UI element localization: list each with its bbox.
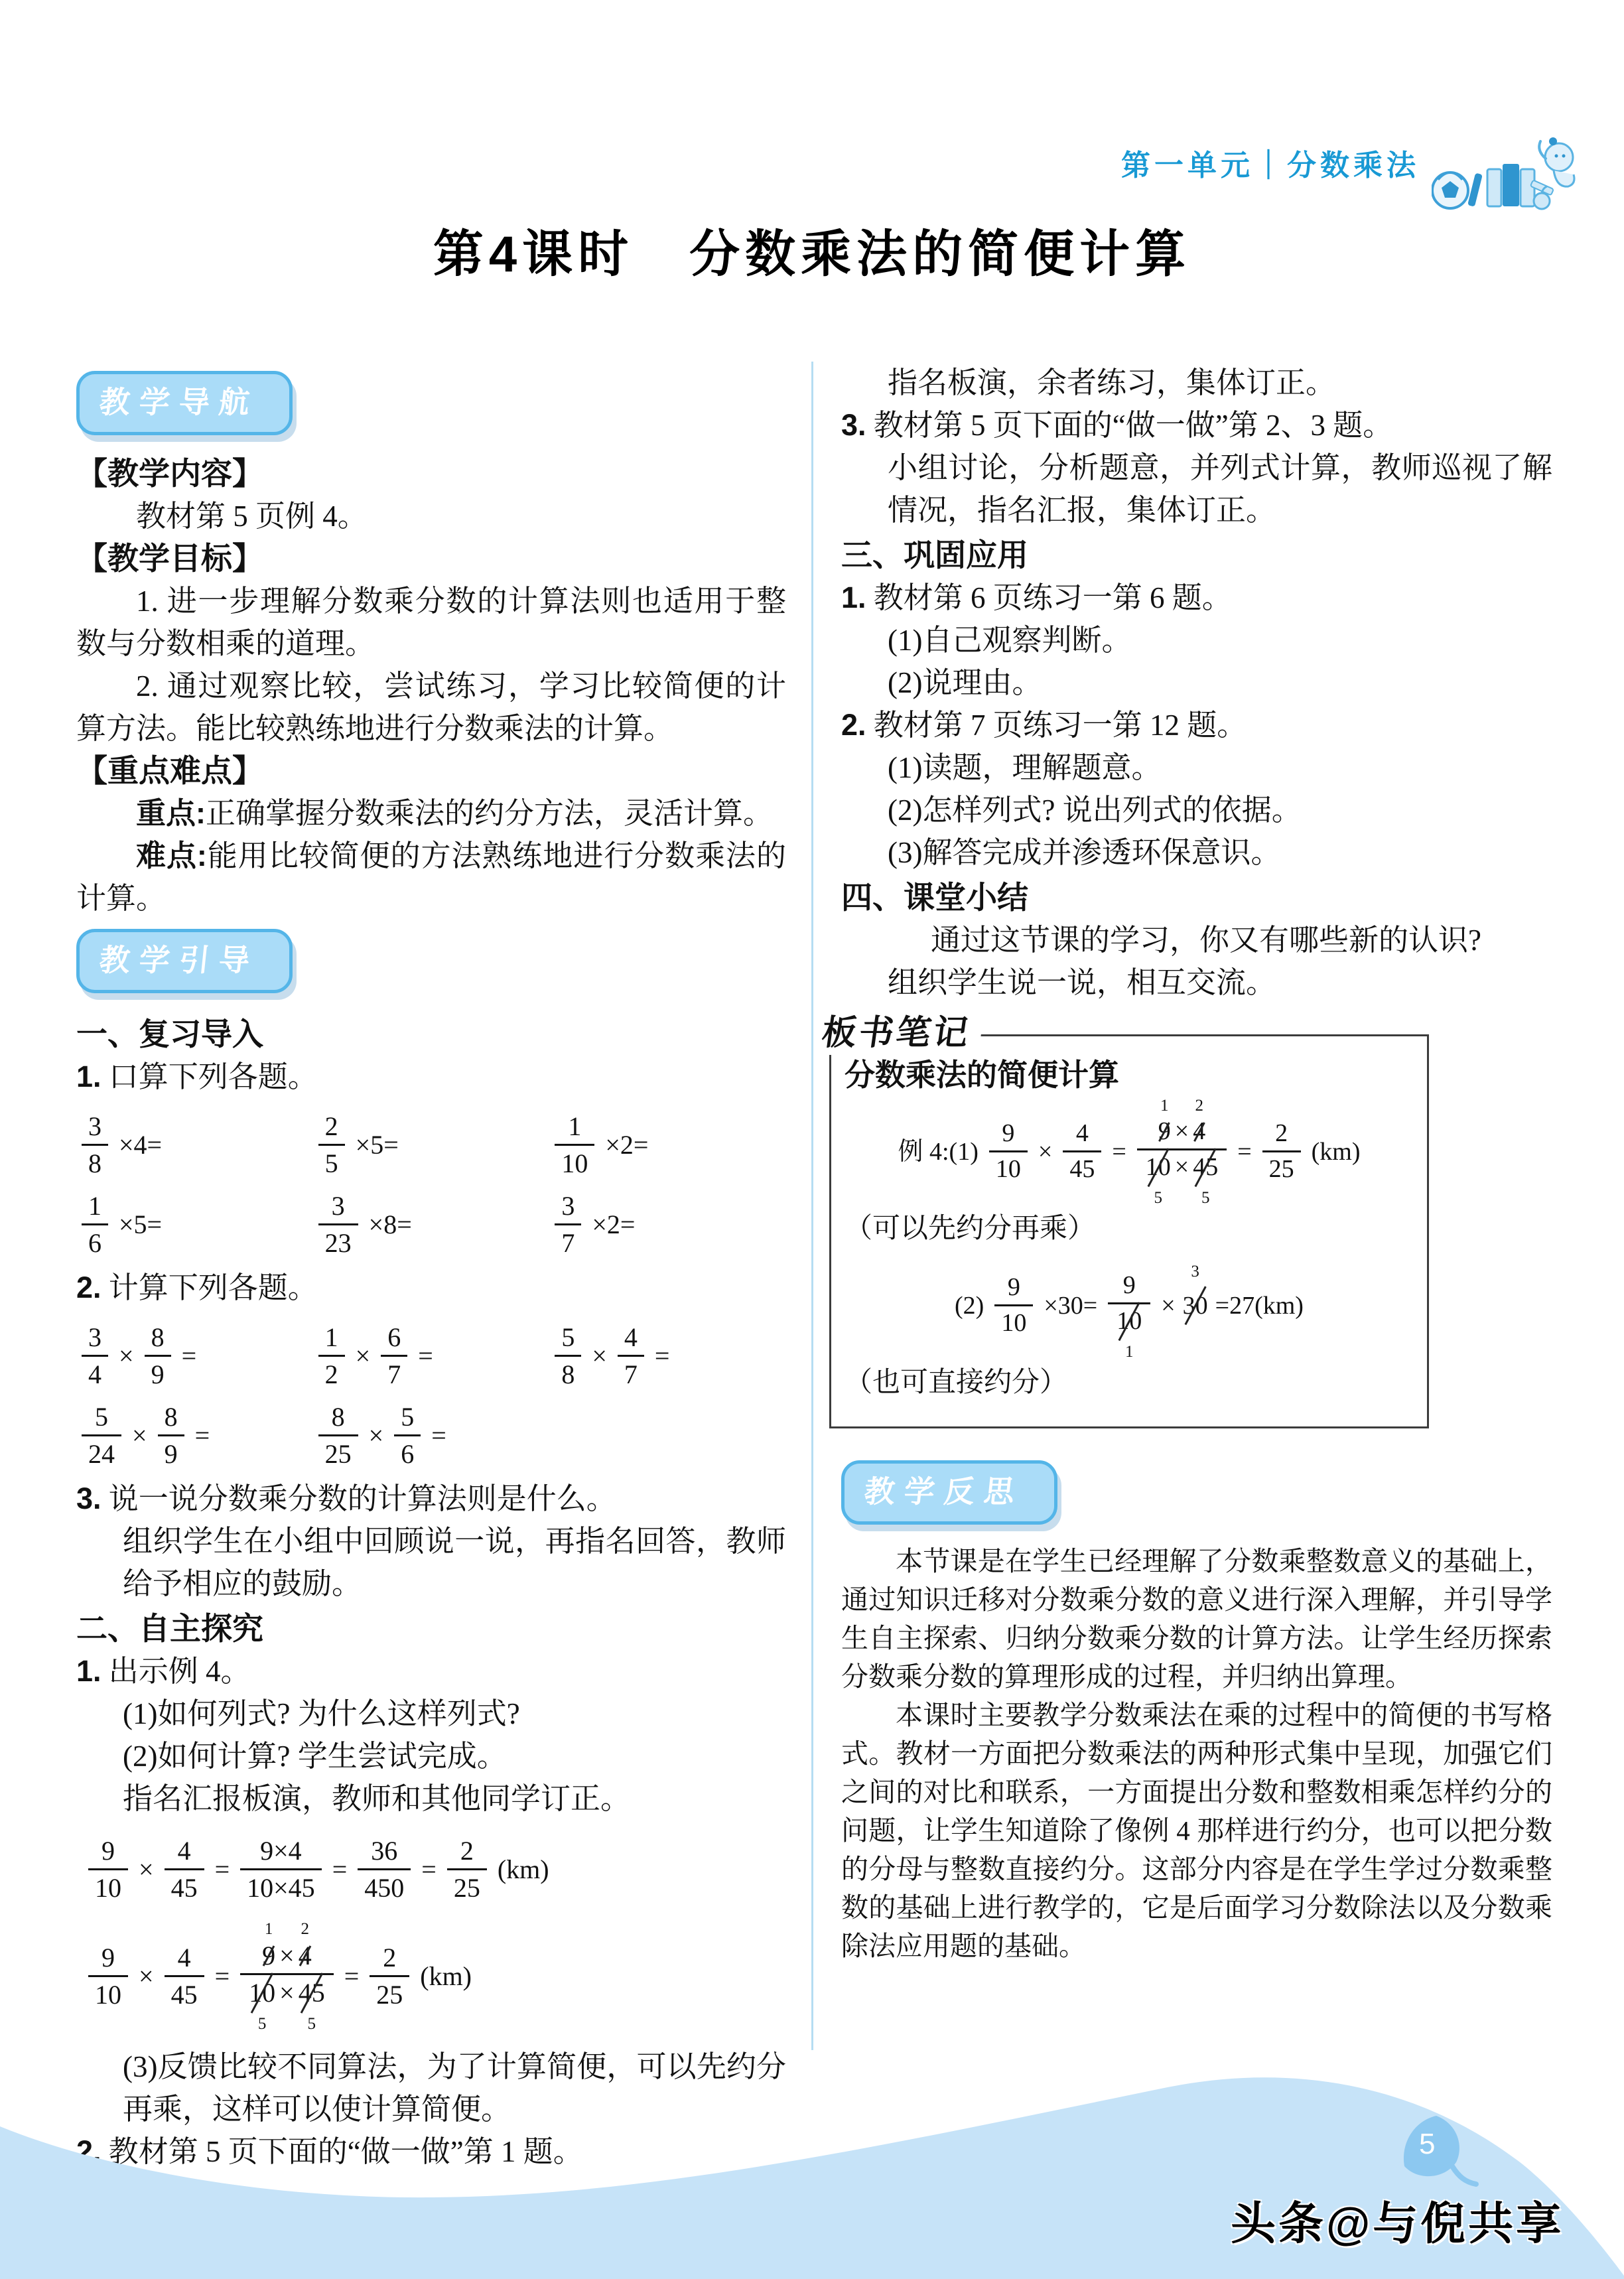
board-note-2: （也可直接约分）	[845, 1367, 1068, 1398]
badge-teaching-guide	[76, 929, 293, 993]
continue-item-3-text: 教材第 5 页下面的“做一做”第 2、3 题。	[873, 409, 1393, 442]
page-title: 第4课时 分数乘法的简便计算	[433, 226, 1191, 283]
badge-teaching-reflection	[841, 1460, 1057, 1525]
badge-teaching-navigation-label: 教学导航	[98, 385, 261, 419]
explore-item-2-number: 2.	[76, 2134, 102, 2168]
continue-paragraph-1: 指名板演，余者练习，集体订正。	[888, 366, 1336, 399]
reflection-paragraph-1: 本节课是在学生已经理解了分数乘整数意义的基础上，通过知识迁移对分数乘分数的意义进行深入理解，并引导学生自主探索、归纳分数乘分数的计算方法。让学生经历探索分数乘分数的算理形成的过程，并归纳出算理。	[841, 1545, 1552, 1692]
example-equation-cancelled: $\frac{9}{10}$ × $\frac{4}{45}$ = 9 1 × 4 2 10 5 × 45 5 = $\frac{2}{25}$ (km)	[76, 1919, 786, 2034]
section-4-heading: 四、课堂小结	[841, 880, 1028, 915]
teaching-goal-item-1: 1. 进一步理解分数乘分数的计算法则也适用于整数与分数相乘的道理。	[76, 585, 786, 660]
difficult-point-lead: 难点:	[136, 839, 207, 872]
reflection-section	[841, 1542, 1552, 1965]
continue-item-3-number: 3.	[841, 408, 866, 442]
apply-item-2-sub-1: (1)读题，理解题意。	[888, 751, 1162, 784]
unit-label: 第一单元｜分数乘法	[1121, 149, 1420, 182]
unit-header	[1121, 136, 1578, 216]
review-item-2-number: 2.	[76, 1271, 102, 1304]
apply-item-2-text: 教材第 7 页练习一第 12 题。	[873, 709, 1247, 742]
review-item-2-text: 计算下列各题。	[108, 1271, 318, 1304]
explore-item-1-number: 1.	[76, 1654, 102, 1688]
apply-item-2-sub-2: (2)怎样列式? 说出列式的依据。	[888, 794, 1302, 827]
explore-item-1-text: 出示例 4。	[108, 1655, 251, 1688]
oral-problem: $\frac{3}{7}$ ×2=	[549, 1192, 786, 1257]
calc-problems-row-2	[76, 1403, 786, 1468]
key-point-text: 正确掌握分数乘法的约分方法，灵活计算。	[206, 797, 774, 830]
oral-problems-row-2	[76, 1192, 786, 1257]
apply-item-1	[841, 577, 1552, 619]
key-point-paragraph	[76, 792, 786, 835]
oral-problems-row-1	[76, 1113, 786, 1178]
oral-problem: $\frac{2}{5}$ ×5=	[313, 1113, 550, 1178]
explore-question-1: (1)如何列式? 为什么这样列式?	[123, 1697, 520, 1730]
mascot-icon	[1539, 137, 1574, 186]
example-equation-plain: $\frac{9}{10}$ × $\frac{4}{45}$ = $\frac{9\times 4}{10\times 45}$ = $\frac{36}{450}$ = $\frac{2}{25}$ (km)	[76, 1837, 786, 1902]
column-divider	[811, 362, 813, 2050]
continue-item-3	[841, 404, 1552, 447]
oral-problem: $\frac{1}{6}$ ×5=	[76, 1192, 313, 1257]
apply-item-2-sub-3: (3)解答完成并渗透环保意识。	[888, 836, 1281, 869]
calc-problem-empty	[549, 1403, 786, 1468]
review-item-1	[76, 1056, 786, 1098]
calc-problem: $\frac{5}{24}$ × $\frac{8}{9}$ =	[76, 1403, 313, 1468]
calc-problem: $\frac{5}{8}$ × $\frac{4}{7}$ =	[549, 1324, 786, 1389]
explore-question-3: (3)反馈比较不同算法，为了计算简便，可以先约分再乘，这样可以使计算简便。	[123, 2050, 786, 2126]
calc-problems-row-1	[76, 1324, 786, 1389]
oral-problem: $\frac{3}{23}$ ×8=	[313, 1192, 550, 1257]
review-item-1-text: 口算下列各题。	[108, 1060, 318, 1093]
difficult-point-paragraph	[76, 835, 786, 920]
board-equation-1: 例 4:(1) $\frac{9}{10}$ × $\frac{4}{45}$ = 9 1 × 4 2 10 5 × 45 5 = $\frac{2}{25}$ (km)	[898, 1097, 1361, 1207]
teaching-goal-item-2: 2. 通过观察比较，尝试练习，学习比较简便的计算方法。能比较熟练地进行分数乘法的计算。	[76, 669, 786, 745]
calc-problem: $\frac{1}{2}$ × $\frac{6}{7}$ =	[313, 1324, 550, 1389]
reflection-paragraph-2: 本课时主要教学分数乘法在乘的过程中的简便的书写格式。教材一方面把分数乘法的两种形式集中呈现，加强它们之间的对比和联系，一方面提出分数和整数相乘怎样约分的问题，让学生知道除了像例 4 那样进行约分，也可以把分数的分母与整数直接约分。这部分内容是在学生学过分数乘整数的基础上进行教学的，它是后面学习分数除法以及分数乘除法应用题的基础。	[841, 1699, 1552, 1961]
oral-problem: $\frac{3}{8}$ ×4=	[76, 1113, 313, 1178]
badge-teaching-guide-label: 教学引导	[98, 943, 261, 977]
review-item-3-number: 3.	[76, 1482, 102, 1515]
section-2-heading: 二、自主探究	[76, 1611, 263, 1646]
page-number: 5	[1419, 2128, 1436, 2160]
summary-paragraph-1: 通过这节课的学习，你又有哪些新的认识?	[931, 924, 1481, 957]
pencil-icon	[1467, 173, 1483, 207]
study-items-illustration	[1432, 136, 1578, 216]
right-column	[819, 362, 1552, 1965]
soccer-ball-icon	[1432, 173, 1468, 208]
teaching-goal-heading: 【教学目标】	[76, 541, 263, 576]
leaf-icon	[1396, 2113, 1479, 2189]
review-item-3	[76, 1478, 786, 1520]
credit-watermark: 头条@与倪共享	[1231, 2199, 1564, 2249]
board-notes-box	[819, 1014, 1429, 1428]
calc-problem: $\frac{3}{4}$ × $\frac{8}{9}$ =	[76, 1324, 313, 1389]
apply-item-2-number: 2.	[841, 708, 866, 742]
board-notes-title: 分数乘法的简便计算	[845, 1058, 1119, 1092]
summary-paragraph-2: 组织学生说一说，相互交流。	[888, 966, 1276, 999]
board-equation-2: (2) $\frac{9}{10}$ ×30= 9 10 1 × 30 3 =27(km)	[955, 1262, 1304, 1361]
review-item-2	[76, 1267, 786, 1309]
board-notes-label: 板书笔记	[818, 1012, 984, 1055]
apply-item-1-text: 教材第 6 页练习一第 6 题。	[873, 581, 1232, 614]
board-note-1: （可以先约分再乘）	[845, 1213, 1096, 1244]
key-points-heading: 【重点难点】	[76, 753, 263, 788]
explore-item-1	[76, 1650, 786, 1692]
oral-problem: $\frac{1}{10}$ ×2=	[549, 1113, 786, 1178]
explore-item-2-text: 教材第 5 页下面的“做一做”第 1 题。	[108, 2135, 583, 2168]
explore-paragraph: 指名汇报板演，教师和其他同学订正。	[123, 1782, 631, 1815]
apply-item-1-sub-2: (2)说理由。	[888, 666, 1042, 699]
teaching-content-body: 教材第 5 页例 4。	[136, 500, 368, 533]
key-point-lead: 重点:	[136, 796, 206, 830]
apply-item-2	[841, 704, 1552, 746]
section-3-heading: 三、巩固应用	[841, 537, 1028, 573]
apply-item-1-number: 1.	[841, 581, 866, 614]
apply-item-1-sub-1: (1)自己观察判断。	[888, 624, 1132, 657]
section-1-heading: 一、复习导入	[76, 1016, 263, 1052]
review-item-3-paragraph: 组织学生在小组中回顾说一说，再指名回答，教师给予相应的鼓励。	[123, 1525, 786, 1600]
badge-teaching-reflection-label: 教学反思	[862, 1474, 1026, 1509]
left-column	[76, 362, 786, 2173]
calc-problem: $\frac{8}{25}$ × $\frac{5}{6}$ =	[313, 1403, 550, 1468]
difficult-point-text: 能用比较简便的方法熟练地进行分数乘法的计算。	[76, 839, 786, 915]
page-number-leaf	[1396, 2113, 1479, 2189]
review-item-1-number: 1.	[76, 1060, 102, 1093]
teaching-content-heading: 【教学内容】	[76, 456, 263, 491]
explore-question-2: (2)如何计算? 学生尝试完成。	[123, 1740, 507, 1773]
badge-teaching-navigation	[76, 371, 293, 435]
review-item-3-text: 说一说分数乘分数的计算法则是什么。	[108, 1482, 616, 1515]
continue-paragraph-2: 小组讨论，分析题意，并列式计算，教师巡视了解情况，指名汇报，集体订正。	[888, 451, 1552, 527]
